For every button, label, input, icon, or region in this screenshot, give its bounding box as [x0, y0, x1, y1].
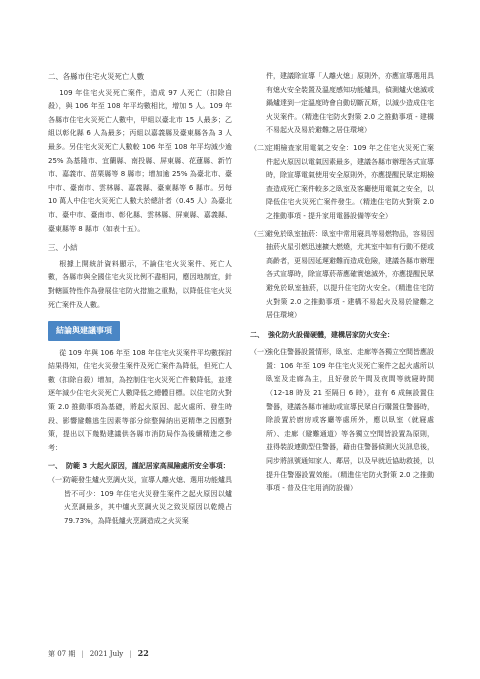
- page-number: 22: [137, 648, 149, 658]
- sub-item-marker: （二）: [250, 143, 271, 152]
- section-heading-2: 二、各縣市住宅火災死亡人數: [48, 72, 145, 81]
- right-column: [250, 70, 434, 496]
- sub-item-1: [48, 474, 232, 528]
- sub-item-text: 強化住警器設置情形，臥室、走廊等各獨立空間皆應設置：106 年至 109 年住宅火災死亡案件之起火處所以臥室及走廊為主，且好發於午間及夜間等就寢時間（12-18 時及 21 至隔日 6 時），並有 6 成無設置住警器，建議各縣市補助或宣導民眾自行購置住警器時，除設置於廚房或客廳等處所外，應以臥室（就寢處所）、走廊（避難通道）等各獨立空間皆設置為原則，並得裝設連動型住警器，藉由住警器偵測火災訊息後，同步將訊號通知家人、鄰居，以及早就近協助救援，以提升住警器設置效能。（精進住宅防火對策 2.0 之推動事項 - 普及住宅用消防設備）: [266, 348, 434, 493]
- page-footer: [48, 648, 149, 659]
- sub-item-3: [250, 228, 434, 323]
- sub-item-1-continued: [250, 70, 434, 138]
- item-title: 防範 3 大起火原因，謹記居家高風險處所安全事項：: [66, 462, 230, 471]
- publication-date: 2021 July: [89, 650, 124, 658]
- item-title: 強化防火設備硬體，建構居家防火安全：: [268, 330, 394, 339]
- sub-item-text: 定期檢查家用電氣之安全：109 年之住宅火災死亡案件起火原因以電氣因素最多，建議各縣市辦理各式宣導時，除宣導電氣使用安全原則外，亦應提醒民眾定期檢查造成死亡案件較多之臥室及客廳使用電氣之安全，以降低住宅火災死亡案件發生。（精進住宅防火對策 2.0 之推動事項 - 提升家用電器設備等安全）: [266, 143, 434, 220]
- sub-item-marker: （一）: [250, 348, 271, 357]
- sub-item-4: [250, 346, 434, 496]
- recommendation-item-2: [250, 329, 434, 343]
- separator: |: [81, 650, 84, 658]
- sub-item-text: 件，建議除宣導「人離火熄」原則外，亦應宣導選用具有熄火安全裝置及溫度感知功能爐具，偵測爐火熄滅或鍋爐達到一定溫度時會自動切斷瓦斯，以減少造成住宅火災案件。（精進住宅防火對策 2.0 之推動事項 - 建構不易起火及易於避難之居住環境）: [266, 72, 434, 135]
- recommendation-item-1: [48, 460, 232, 474]
- sub-item-2: [250, 142, 434, 224]
- sub-item-text: 防範發生爐火烹調火災，宣導人離火熄、選用功能爐具皆不可少：109 年住宅火災發生案件之起火原因以爐火烹調最多，其中爐火烹調火災之致災原因以乾燒占 79.73%，為降低爐火烹調造成之火災案: [64, 476, 232, 525]
- item-marker: 二、: [250, 330, 264, 339]
- sub-item-text: 避免於臥室抽菸：臥室中常用寢具等易燃物品，容易因抽菸火星引燃迅速擴大燃燒，尤其室中如有行動不便或高齡者，更易因延遲避難而造成危險，建議各縣市辦理各式宣導時，除宣導菸蒂應確實熄滅外，亦應提醒民眾避免於臥室抽菸，以提升住宅防火安全。（精進住宅防火對策 2.0 之推動事項 - 建構不易起火及易於避難之居住環境）: [266, 229, 434, 320]
- sub-item-marker: （一）: [48, 476, 69, 485]
- section-heading-3: 三、小結: [48, 243, 78, 253]
- paragraph: 從 109 年與 106 年至 108 年住宅火災案件平均數探討結果得知，住宅火災發生案件及死亡案件為降低，但死亡人數（扣除自殺）增加，為控制住宅火災死亡件數降低，並達逐年減少住宅火災死亡人數降低之總體目標。以住宅防火對策 2.0 推動事項為基礎，將起火原因、起火處所、發生時段、影響避難逃生因素等部分綜整歸納出更精準之因應對策，提出以下幾點建議供各縣市消防局作為後續精進之參考：: [48, 348, 232, 452]
- item-marker: 一、: [48, 462, 62, 471]
- paragraph: 109 年住宅火災死亡案件，造成 97 人死亡（扣除自殺），與 106 年至 108 年平均數相比，增加 5 人。109 年各縣市住宅火災死亡人數中，甲組以臺北市 15 人最多；乙組以彰化縣 6 人為最多；丙組以嘉義縣及臺東縣各為 3 人最多。另住宅火災死亡人數較 106 年至 108 年平均減少逾 25% 為基隆市、宜蘭縣、南投縣、屏東縣、花蓮縣、新竹市、嘉義市、苗栗縣等 8 縣市；增加逾 25% 為臺北市、臺中市、臺南市、雲林縣、嘉義縣、臺東縣等 6 縣市。另每 10 萬人中住宅火災死亡人數大於總計者（0.45 人）為臺北市、臺中市、臺南市、彰化縣、雲林縣、屏東縣、嘉義縣、臺東縣等 8 縣市（如表十五）。: [48, 88, 232, 233]
- conclusion-banner: 結論與建議事項: [48, 321, 120, 341]
- issue-number: 第 07 期: [48, 650, 76, 658]
- sub-item-marker: （三）: [250, 229, 271, 238]
- left-column: [48, 70, 232, 528]
- paragraph: 根據上開統計資料顯示，不論住宅火災案件、死亡人數，各縣市與全國住宅火災比例不盡相同，應因地制宜，針對轄區特性作為發展住宅防火措施之重點，以降低住宅火災死亡案件及人數。: [48, 259, 232, 309]
- separator: |: [129, 650, 132, 658]
